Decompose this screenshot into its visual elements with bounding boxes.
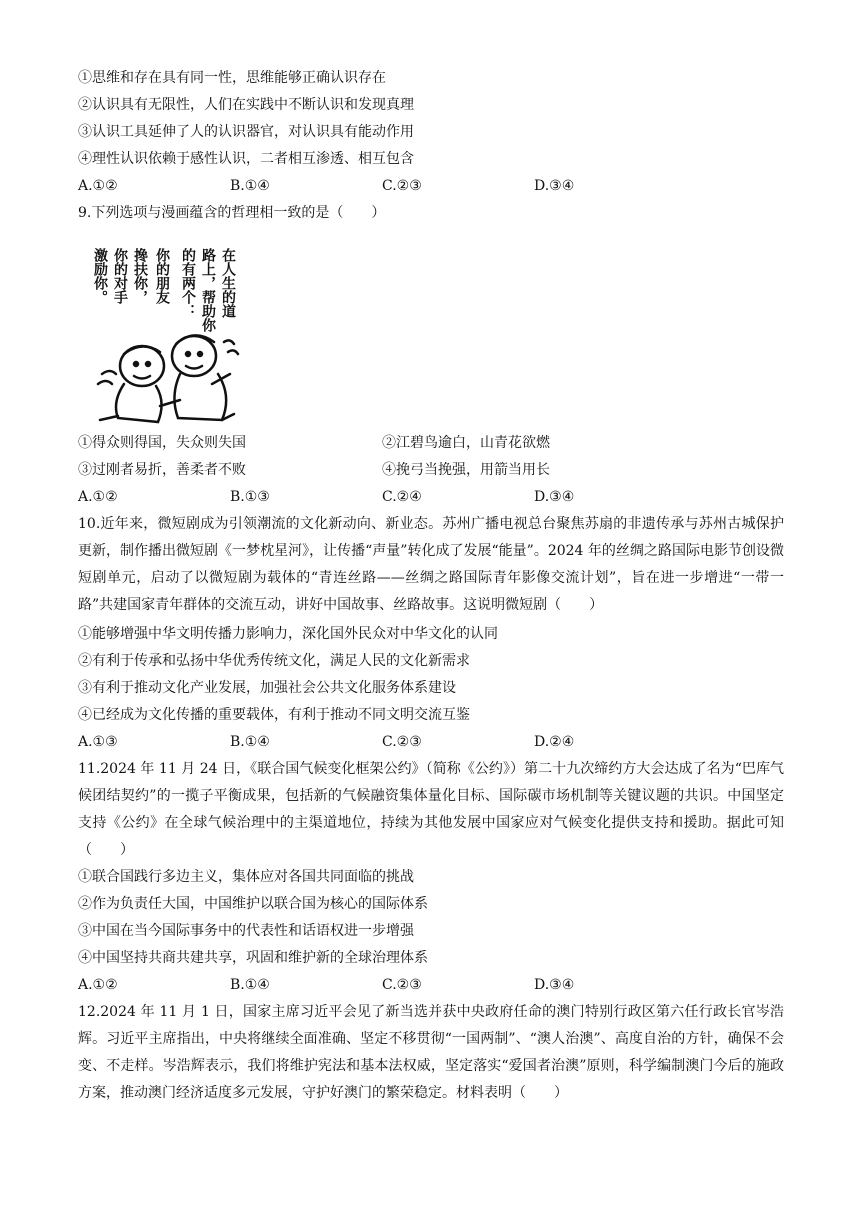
q9-stem: 9.下列选项与漫画蕴含的哲理相一致的是（ ）: [78, 205, 386, 221]
q8-statement-2: ②认识具有无限性，人们在实践中不断认识和发现真理: [78, 97, 414, 113]
q8-option-c: C.②③: [382, 178, 422, 194]
cartoon-text-col-6: 你的对手: [112, 248, 128, 304]
q9-statement-3: ③过刚者易折，善柔者不败: [78, 462, 246, 478]
q9-statement-2: ②江碧鸟逾白，山青花欲燃: [382, 435, 550, 451]
q11-statement-3: ③中国在当今国际事务中的代表性和话语权进一步增强: [78, 923, 414, 939]
q10-option-b: B.①④: [230, 734, 270, 750]
cartoon-text-col-5: 搀扶你，: [132, 248, 148, 304]
q8-option-a: A.①②: [78, 178, 118, 194]
q11-option-d: D.③④: [534, 977, 575, 993]
q9-option-a: A.①②: [78, 489, 118, 505]
q10-option-c: C.②③: [382, 734, 422, 750]
q11-statement-1: ①联合国践行多边主义，集体应对各国共同面临的挑战: [78, 869, 414, 885]
q8-statement-3: ③认识工具延伸了人的认识器官，对认识具有能动作用: [78, 124, 414, 140]
q10-option-d: D.②④: [534, 734, 575, 750]
q9-option-d: D.③④: [534, 489, 575, 505]
q9-statement-1: ①得众则得国，失众则失国: [78, 435, 246, 451]
cartoon-figures: [98, 335, 238, 422]
cartoon-text-col-4: 你的朋友: [154, 248, 170, 304]
q10-statement-3: ③有利于推动文化产业发展，加强社会公共文化服务体系建设: [78, 680, 456, 696]
q11-option-b: B.①④: [230, 977, 270, 993]
q12-stem: 12.2024 年 11 月 1 日，国家主席习近平会见了新当选并获中央政府任命的澳门特别行政区第六任行政长官岑浩辉。习近平主席指出，中央将继续全面准确、坚定不移贯彻“一国两制”、“澳人治澳”、高度自治的方针，确保不会变、不走样。岑浩辉表示，我们将维护宪法和基本法权威，坚定落实“爱国者治澳”原则，科学编制澳门今后的施政方案，推动澳门经济适度多元发展，守护好澳门的繁荣稳定。材料表明（ ）: [78, 1004, 784, 1101]
q10-statement-2: ②有利于传承和弘扬中华优秀传统文化，满足人民的文化新需求: [78, 653, 470, 669]
q10-statement-1: ①能够增强中华文明传播力影响力，深化国外民众对中华文化的认同: [78, 626, 498, 642]
q11-stem: 11.2024 年 11 月 24 日，《联合国气候变化框架公约》（简称《公约》）第二十九次缔约方大会达成了名为“巴库气候团结契约”的一揽子平衡成果，包括新的气候融资集体量化目标、国际碳市场机制等关键议题的共识。中国坚定支持《公约》在全球气候治理中的主渠道地位，持续为其他发展中国家应对气候变化提供支持和援助。据此可知（ ）: [78, 761, 784, 858]
cartoon-text-col-1: 在人生的道: [220, 248, 236, 318]
q9-option-b: B.①③: [230, 489, 270, 505]
cartoon-text-col-7: 激励你。: [92, 248, 108, 304]
q11-statement-4: ④中国坚持共商共建共享，巩固和维护新的全球治理体系: [78, 950, 428, 966]
q10-statement-4: ④已经成为文化传播的重要载体，有利于推动不同文明交流互鉴: [78, 707, 470, 723]
q8-option-b: B.①④: [230, 178, 270, 194]
q10-stem: 10.近年来，微短剧成为引领潮流的文化新动向、新业态。苏州广播电视总台聚焦苏扇的非遗传承与苏州古城保护更新，制作播出微短剧《一梦枕星河》，让传播“声量”转化成了发展“能量”。2024 年的丝绸之路国际电影节创设微短剧单元，启动了以微短剧为载体的“青连丝路——丝绸之路国际青年影像交流计划”，旨在进一步增进“一带一路”共建国家青年群体的交流互动，讲好中国故事、丝路故事。这说明微短剧（ ）: [78, 516, 784, 613]
q9-option-c: C.②④: [382, 489, 422, 505]
q11-statement-2: ②作为负责任大国，中国维护以联合国为核心的国际体系: [78, 896, 428, 912]
q11-option-a: A.①②: [78, 977, 118, 993]
q10-option-a: A.①③: [78, 734, 118, 750]
cartoon-text-col-3: 的有两个：: [180, 248, 196, 318]
cartoon-text-col-2: 路上，帮助你: [200, 248, 216, 332]
q9-statement-4: ④挽弓当挽强，用箭当用长: [382, 462, 550, 478]
q8-option-d: D.③④: [534, 178, 575, 194]
q8-statement-4: ④理性认识依赖于感性认识，二者相互渗透、相互包含: [78, 151, 414, 167]
q8-statement-1: ①思维和存在具有同一性，思维能够正确认识存在: [78, 70, 386, 86]
cartoon-image: [84, 234, 244, 430]
q11-option-c: C.②③: [382, 977, 422, 993]
